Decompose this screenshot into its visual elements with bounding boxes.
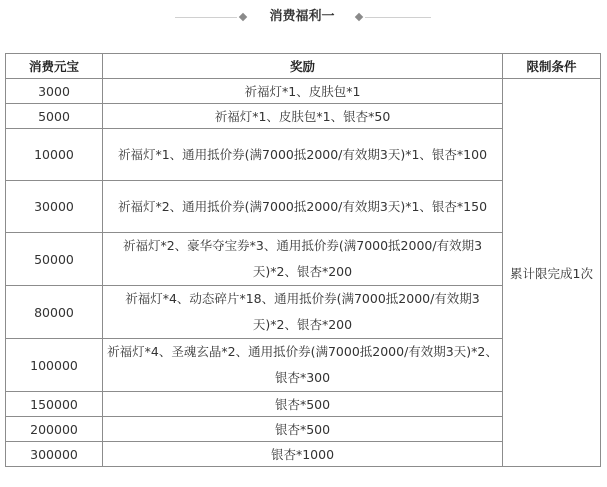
reward-cell: 祈福灯*4、圣魂玄晶*2、通用抵价券(满7000抵2000/有效期3天)*2、银杏*300 bbox=[103, 339, 503, 392]
column-header-amount: 消费元宝 bbox=[6, 54, 103, 79]
amount-cell: 150000 bbox=[6, 392, 103, 417]
table-header-row bbox=[6, 54, 601, 79]
amount-cell: 5000 bbox=[6, 104, 103, 129]
reward-cell: 祈福灯*1、皮肤包*1 bbox=[103, 79, 503, 104]
reward-cell: 祈福灯*1、皮肤包*1、银杏*50 bbox=[103, 104, 503, 129]
amount-cell: 50000 bbox=[6, 233, 103, 286]
amount-cell: 3000 bbox=[6, 79, 103, 104]
header-divider-left bbox=[175, 17, 237, 18]
reward-cell: 银杏*500 bbox=[103, 417, 503, 442]
reward-cell: 银杏*500 bbox=[103, 392, 503, 417]
header-divider-right bbox=[365, 17, 431, 18]
amount-cell: 300000 bbox=[6, 442, 103, 467]
section-title: 消费福利一 bbox=[269, 9, 335, 24]
column-header-reward: 奖励 bbox=[103, 54, 503, 79]
amount-cell: 200000 bbox=[6, 417, 103, 442]
reward-cell: 祈福灯*2、通用抵价券(满7000抵2000/有效期3天)*1、银杏*150 bbox=[103, 181, 503, 233]
diamond-icon bbox=[355, 13, 363, 21]
reward-cell: 祈福灯*1、通用抵价券(满7000抵2000/有效期3天)*1、银杏*100 bbox=[103, 129, 503, 181]
amount-cell: 80000 bbox=[6, 286, 103, 339]
reward-cell: 银杏*1000 bbox=[103, 442, 503, 467]
reward-cell: 祈福灯*4、动态碎片*18、通用抵价券(满7000抵2000/有效期3天)*2、银杏*200 bbox=[103, 286, 503, 339]
amount-cell: 100000 bbox=[6, 339, 103, 392]
amount-cell: 30000 bbox=[6, 181, 103, 233]
column-header-condition: 限制条件 bbox=[503, 54, 601, 79]
table-row bbox=[6, 79, 601, 104]
rewards-table bbox=[5, 53, 601, 467]
reward-cell: 祈福灯*2、豪华夺宝券*3、通用抵价券(满7000抵2000/有效期3天)*2、银杏*200 bbox=[103, 233, 503, 286]
section-header bbox=[0, 0, 607, 38]
condition-cell: 累计限完成1次 bbox=[503, 79, 601, 467]
diamond-icon bbox=[239, 13, 247, 21]
amount-cell: 10000 bbox=[6, 129, 103, 181]
